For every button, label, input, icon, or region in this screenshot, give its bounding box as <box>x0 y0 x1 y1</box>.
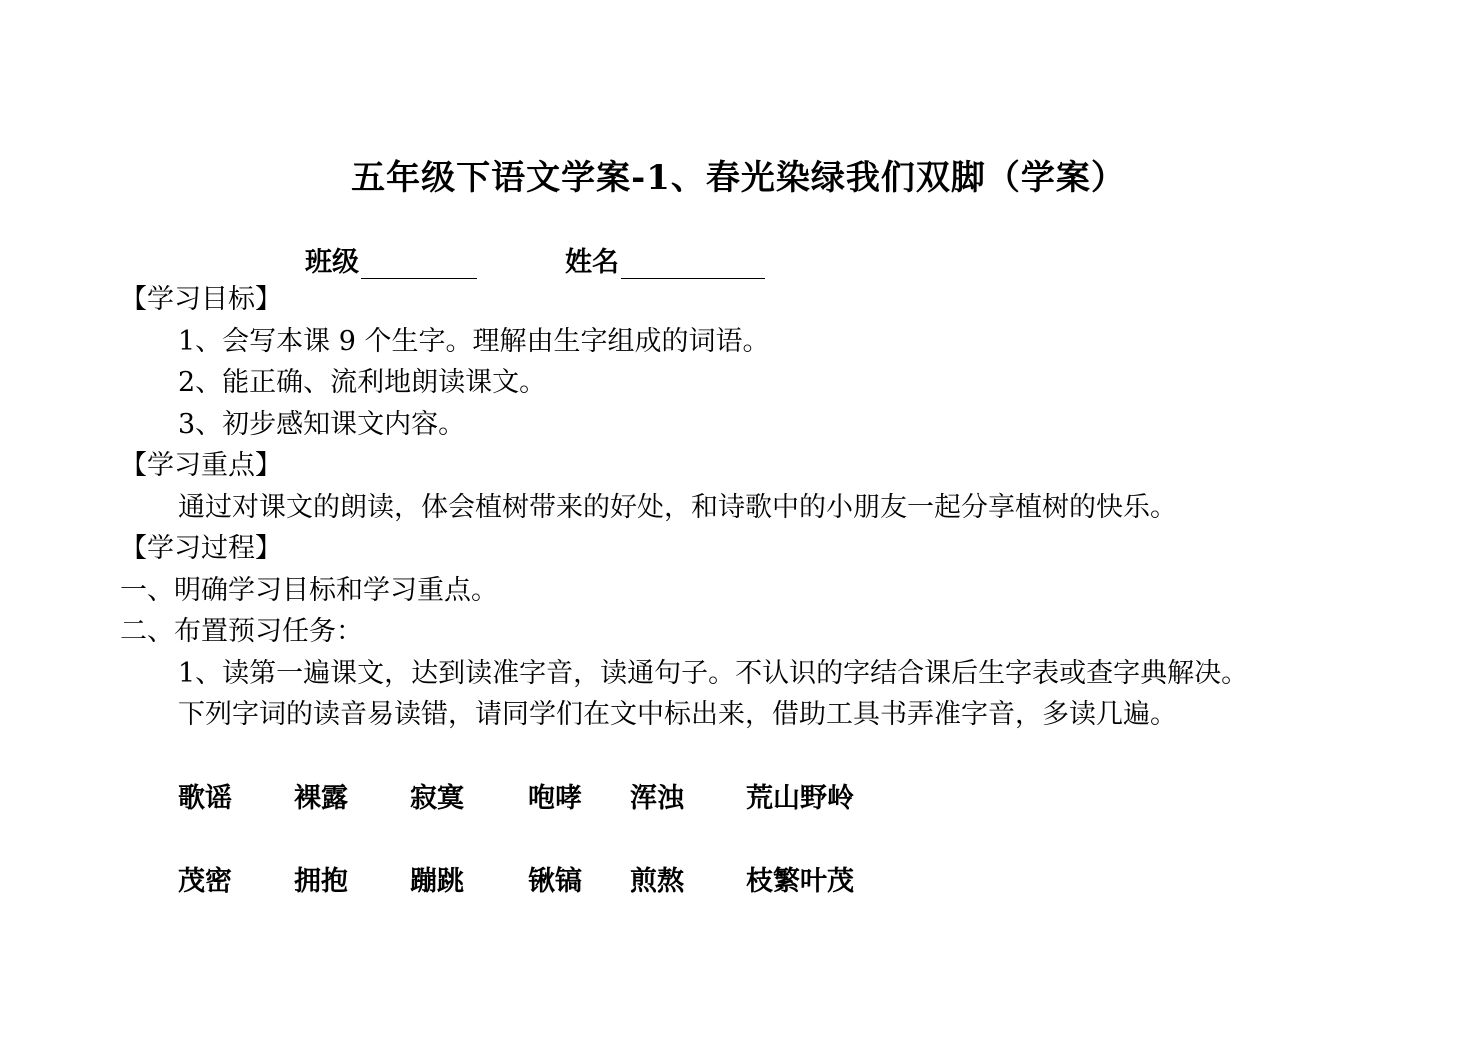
vocabulary-word: 寂寞 <box>410 783 464 814</box>
vocabulary-word: 茂密 <box>178 866 232 897</box>
process-task-1: 1、读第一遍课文，达到读准字音，读通句子。不认识的字结合课后生字表或查字典解决。 <box>178 658 1249 689</box>
vocabulary-word: 煎熬 <box>630 866 684 897</box>
process-task-1-note: 下列字词的读音易读错，请同学们在文中标出来，借助工具书弄准字音，多读几遍。 <box>178 699 1177 730</box>
vocabulary-word: 歌谣 <box>178 783 232 814</box>
vocabulary-word: 蹦跳 <box>410 866 464 897</box>
vocabulary-word: 拥抱 <box>294 866 348 897</box>
focus-heading: 【学习重点】 <box>120 450 282 481</box>
objectives-heading: 【学习目标】 <box>120 284 282 315</box>
vocabulary-word: 枝繁叶茂 <box>746 866 854 897</box>
page-title: 五年级下语文学案-1、春光染绿我们双脚（学案） <box>351 158 1126 198</box>
vocabulary-word: 咆哮 <box>528 783 582 814</box>
objective-item: 3、初步感知课文内容。 <box>178 409 466 440</box>
process-step-1: 一、明确学习目标和学习重点。 <box>120 575 498 606</box>
name-blank-field[interactable] <box>621 248 765 279</box>
objective-item: 1、会写本课 9 个生字。理解由生字组成的词语。 <box>178 326 770 357</box>
class-label: 班级 <box>305 247 359 278</box>
focus-text: 通过对课文的朗读，体会植树带来的好处，和诗歌中的小朋友一起分享植树的快乐。 <box>178 492 1177 523</box>
objective-item: 2、能正确、流利地朗读课文。 <box>178 367 547 398</box>
vocabulary-word: 裸露 <box>294 783 348 814</box>
student-info-row <box>305 240 765 279</box>
process-step-2: 二、布置预习任务： <box>120 616 363 647</box>
process-heading: 【学习过程】 <box>120 533 282 564</box>
class-blank-field[interactable] <box>361 248 477 279</box>
name-label: 姓名 <box>565 247 619 278</box>
vocabulary-word: 锹镐 <box>528 866 582 897</box>
vocabulary-word: 荒山野岭 <box>746 783 854 814</box>
vocabulary-word: 浑浊 <box>630 783 684 814</box>
